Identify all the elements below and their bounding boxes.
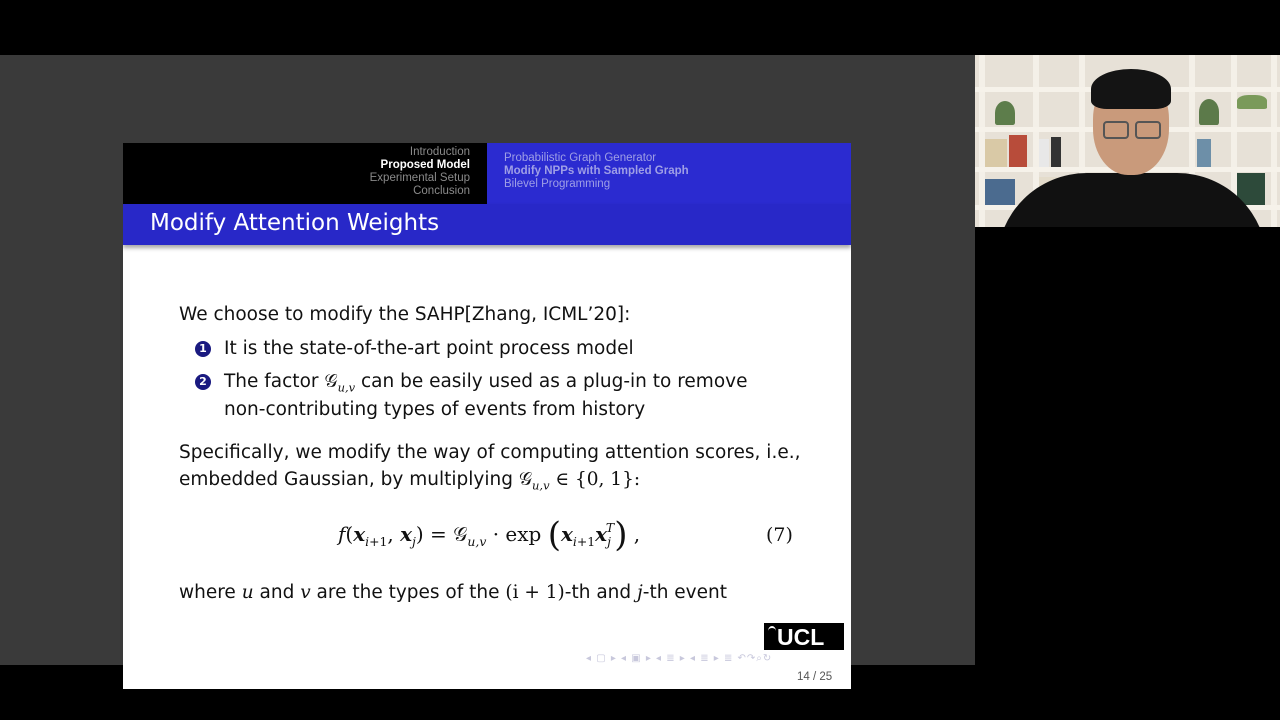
specific-line-1: Specifically, we modify the way of computing attention scores, i.e., bbox=[179, 442, 801, 463]
page-number: 14 / 25 bbox=[797, 671, 833, 683]
specific-line-2: embedded Gaussian, by multiplying 𝒢$_{u,v}$ ∈ {0, 1}: bbox=[179, 469, 641, 493]
bullet-2-line-2: non-contributing types of events from history bbox=[224, 399, 646, 420]
equation-7: $f(x_{i+1}$, $x_j$) = 𝒢$_{u,v}$ · $\exp (x_{i+1}x_j^T)$ , bbox=[338, 515, 641, 555]
screen-share-area bbox=[0, 55, 975, 683]
intro-text: We choose to modify the SAHP[Zhang, ICML’20]: bbox=[179, 304, 631, 325]
bullet-2-line-1: The factor 𝒢$_{u,v}$ can be easily used as a plug-in to remove bbox=[224, 371, 748, 395]
nav-section-conclusion[interactable]: Conclusion bbox=[413, 185, 470, 197]
nav-subsection-bilevel[interactable]: Bilevel Programming bbox=[504, 178, 611, 190]
nav-section-proposed-model[interactable]: Proposed Model bbox=[380, 159, 470, 171]
slide-title: Modify Attention Weights bbox=[150, 210, 440, 236]
webcam-video-feed bbox=[975, 55, 1280, 227]
bullet-1-marker: 1 bbox=[195, 341, 211, 357]
factor-symbol: 𝒢 bbox=[324, 371, 338, 392]
subsection-navigation bbox=[487, 143, 851, 204]
nav-section-introduction[interactable]: Introduction bbox=[409, 146, 470, 158]
bullet-1-text: It is the state-of-the-art point process model bbox=[224, 338, 634, 359]
bullet-2-marker: 2 bbox=[195, 374, 211, 390]
section-navigation bbox=[123, 143, 487, 204]
slide-title-bar bbox=[123, 204, 851, 245]
nav-subsection-graph-generator[interactable]: Probabilistic Graph Generator bbox=[504, 152, 657, 164]
presentation-slide bbox=[123, 143, 851, 689]
beamer-navigation-controls[interactable]: ◂ ▢ ▸ ◂ ▣ ▸ ◂ ≣ ▸ ◂ ≣ ▸ ≣ ↶↷⌕↻ bbox=[586, 653, 773, 664]
equation-number: (7) bbox=[766, 524, 793, 546]
nav-section-experimental-setup[interactable]: Experimental Setup bbox=[369, 172, 470, 184]
factor-subscript: u,v bbox=[337, 380, 356, 395]
where-line: where u and v are the types of the (i + 1)-th and j-th event bbox=[179, 582, 727, 603]
nav-subsection-modify-npps[interactable]: Modify NPPs with Sampled Graph bbox=[504, 165, 689, 177]
ucl-logo: UCL bbox=[764, 623, 844, 650]
